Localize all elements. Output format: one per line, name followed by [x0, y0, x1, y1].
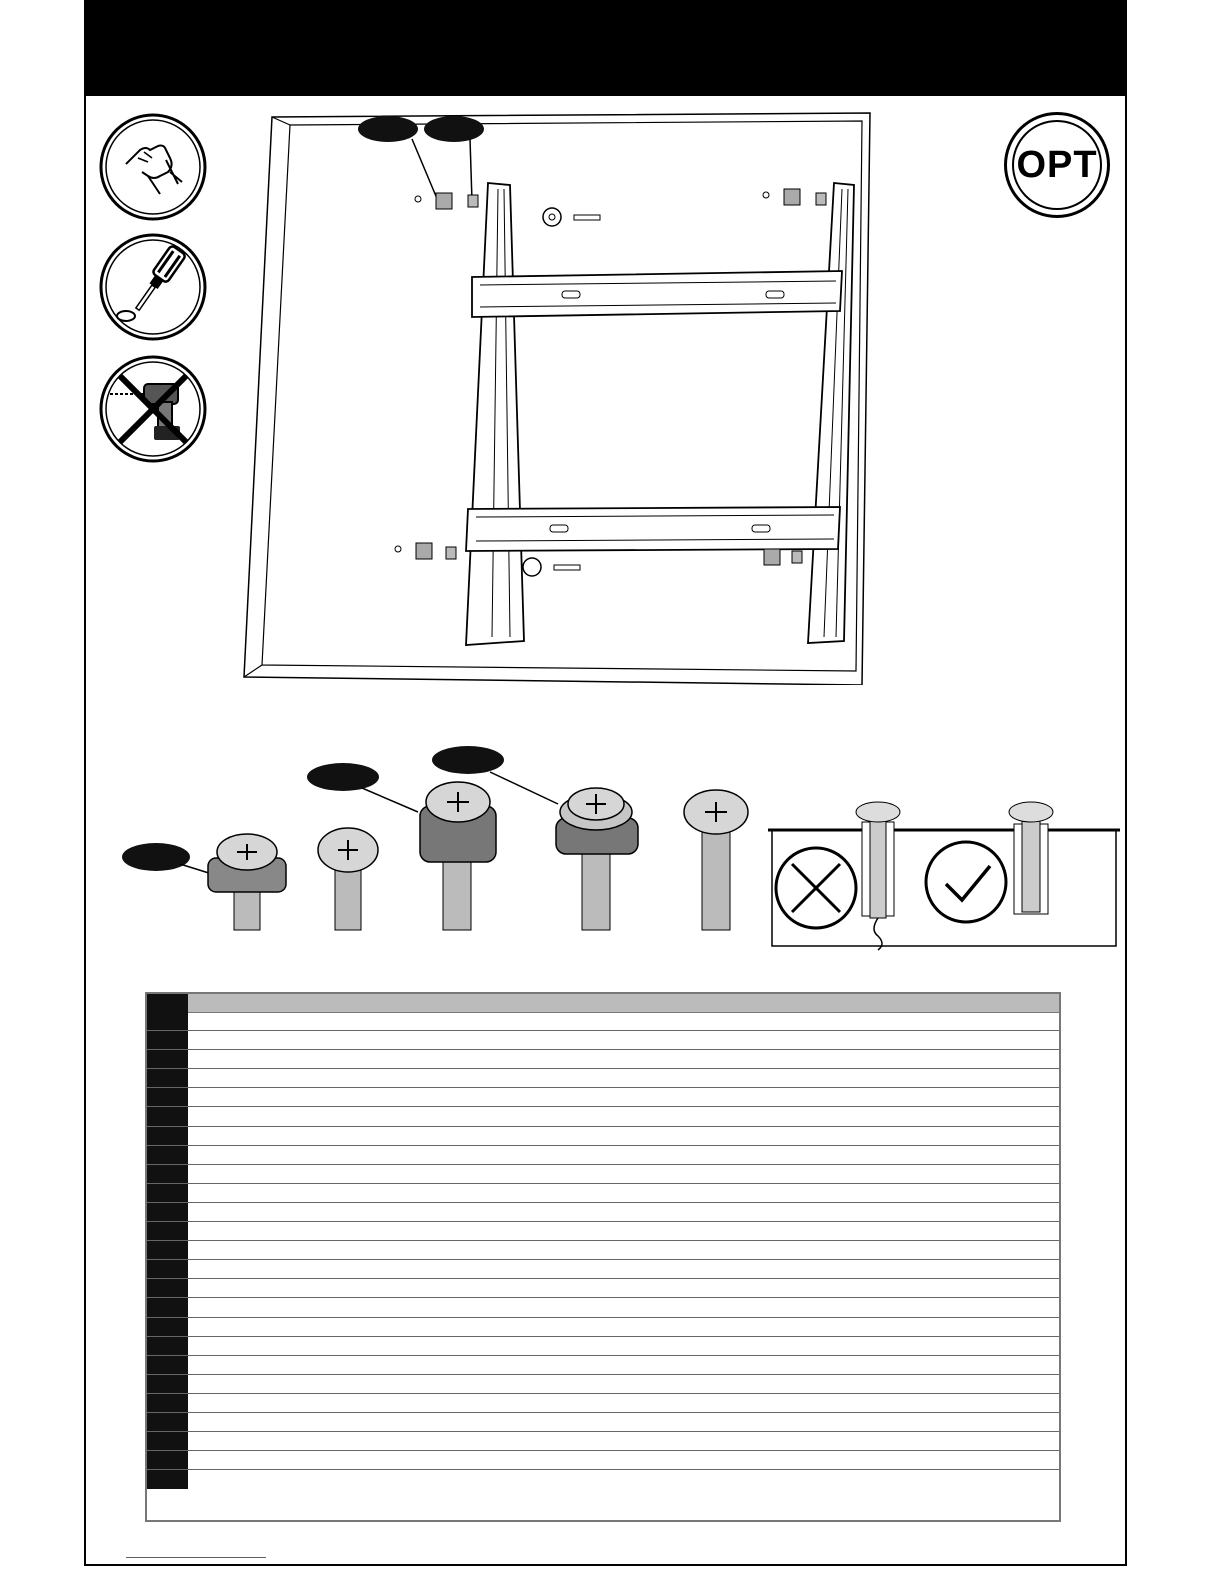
table-row: [147, 1451, 1059, 1470]
table-row-key: [147, 1260, 188, 1278]
screwdriver-icon: [98, 232, 208, 342]
table-row: [147, 1298, 1059, 1317]
table-row-key: [147, 1413, 188, 1431]
table-row-key: [147, 1165, 188, 1183]
table-row-key: [147, 1088, 188, 1106]
table-row-key: [147, 1222, 188, 1240]
table-row: [147, 1184, 1059, 1203]
callout-oval-b: [424, 116, 484, 142]
table-row: [147, 1356, 1059, 1375]
table-row-key: [147, 1031, 188, 1049]
table-row: [147, 1107, 1059, 1126]
table-row: [147, 1413, 1059, 1432]
top-horizontal-rail: [472, 271, 842, 317]
screw-with-washer-spacer: [556, 788, 638, 930]
table-row-key: [147, 1394, 188, 1412]
callout-oval-c: [122, 843, 190, 871]
table-row-key: [147, 1203, 188, 1221]
table-row: [147, 1012, 1059, 1031]
footer-link[interactable]: [126, 1557, 266, 1558]
table-row: [147, 1318, 1059, 1337]
header-bar: [84, 0, 1127, 96]
table-row-key: [147, 1241, 188, 1259]
table-row: [147, 1375, 1059, 1394]
table-row: [147, 1470, 1059, 1489]
table-row-key: [147, 1356, 188, 1374]
table-row-key: [147, 1184, 188, 1202]
table-row: [147, 1241, 1059, 1260]
table-row: [147, 1069, 1059, 1088]
long-screw: [684, 790, 748, 930]
callout-oval-a: [358, 116, 418, 142]
optional-badge: [1004, 112, 1110, 218]
table-row-key: [147, 1050, 188, 1068]
no-power-drill-icon: [98, 354, 208, 464]
table-row: [147, 1203, 1059, 1222]
mount-installation-illustration: [240, 105, 880, 685]
table-row: [147, 1165, 1059, 1184]
table-row: [147, 1222, 1059, 1241]
table-row-key: [147, 1012, 188, 1030]
table-row: [147, 1394, 1059, 1413]
parts-table-key-header: [147, 994, 188, 1012]
table-row: [147, 1279, 1059, 1298]
table-row-key: [147, 1318, 188, 1336]
table-row-key: [147, 1298, 188, 1316]
bottom-horizontal-rail: [466, 507, 840, 551]
table-row: [147, 1432, 1059, 1451]
table-row-key: [147, 1470, 188, 1489]
table-row: [147, 1031, 1059, 1050]
table-row-key: [147, 1432, 188, 1450]
table-row-key: [147, 1069, 188, 1087]
table-row-key: [147, 1146, 188, 1164]
table-row-key: [147, 1337, 188, 1355]
hand-tighten-icon: [98, 112, 208, 222]
table-row-key: [147, 1279, 188, 1297]
table-row-key: [147, 1375, 188, 1393]
screw-depth-guide: [768, 802, 1120, 950]
table-row-key: [147, 1451, 188, 1469]
table-row: [147, 1337, 1059, 1356]
parts-table: [145, 992, 1061, 1522]
table-row-key: [147, 1107, 188, 1125]
tv-panel-outline: [244, 113, 870, 685]
table-row: [147, 1260, 1059, 1279]
table-row: [147, 1050, 1059, 1069]
parts-table-body: [147, 1012, 1059, 1520]
table-row: [147, 1127, 1059, 1146]
hardware-screw-strip: [100, 740, 1130, 960]
screw-with-tall-spacer: [420, 782, 496, 930]
table-row-key: [147, 1127, 188, 1145]
optional-badge-label: OPT: [1016, 143, 1098, 186]
table-row: [147, 1088, 1059, 1107]
table-row: [147, 1146, 1059, 1165]
callout-oval-e: [432, 746, 504, 774]
parts-table-header: [147, 994, 1059, 1013]
screw-with-short-spacer: [208, 834, 286, 930]
callout-oval-d: [307, 763, 379, 791]
short-screw: [318, 828, 378, 930]
